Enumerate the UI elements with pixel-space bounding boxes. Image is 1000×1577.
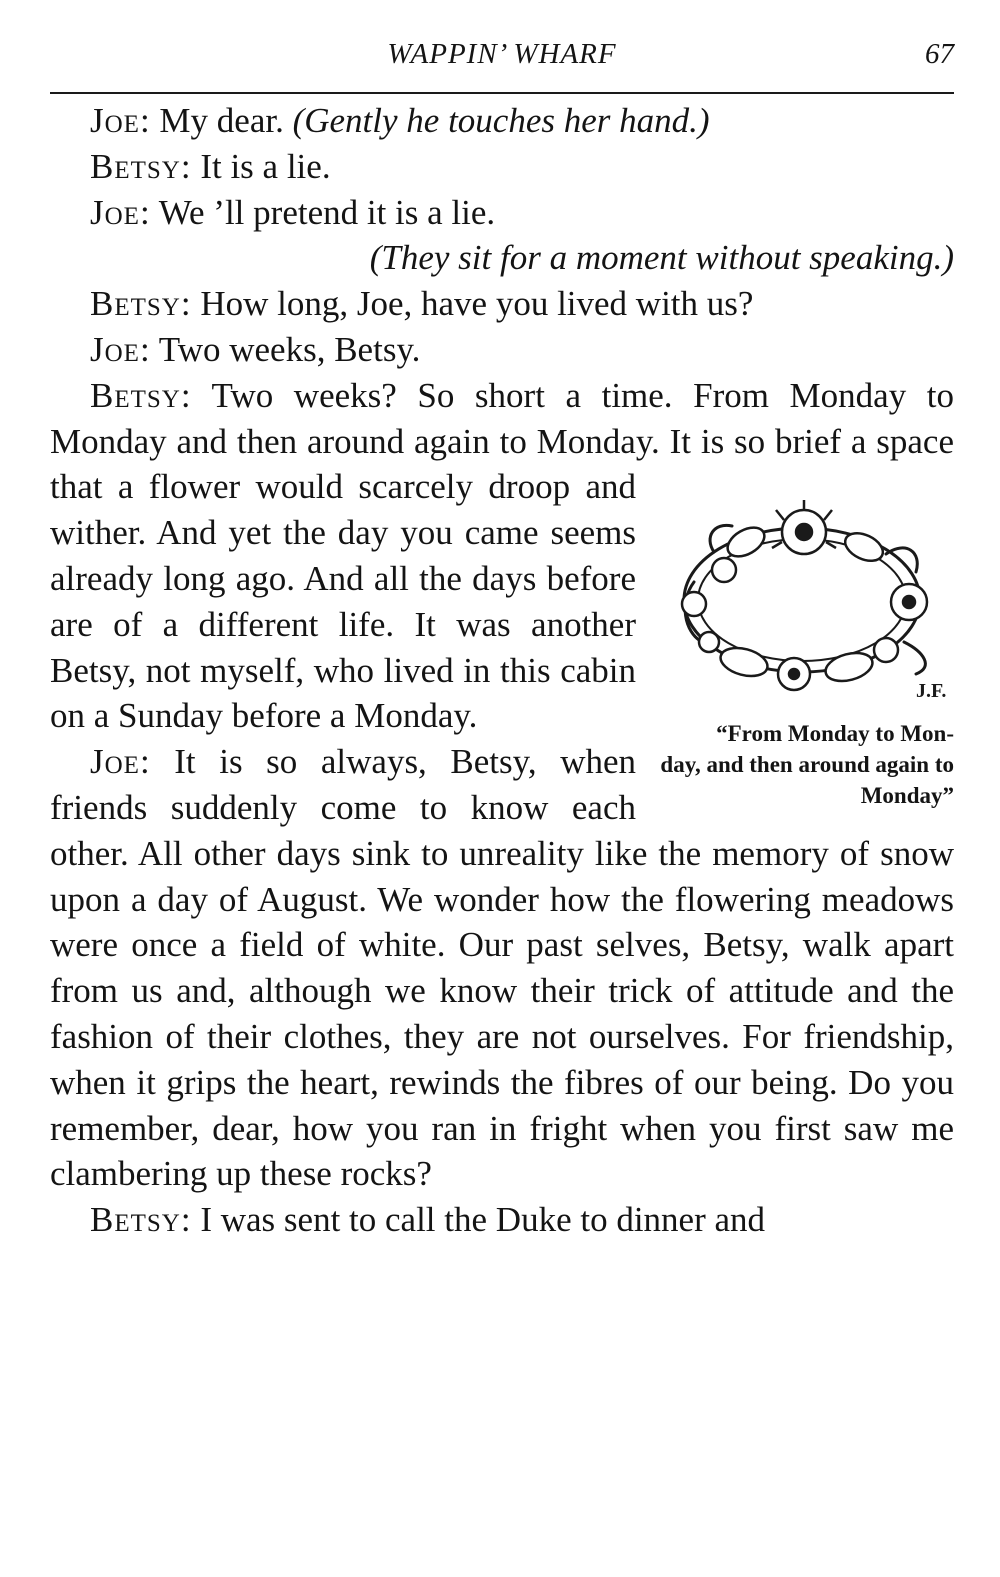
dialogue-paragraph [50,190,954,236]
body-text [50,98,954,1243]
dialogue-text: Two weeks, Betsy. [150,329,421,369]
speaker-name: Betsy: [90,1200,192,1240]
dialogue-paragraph [50,281,954,327]
speaker-name: Betsy: [90,146,192,186]
dialogue-text: It is so always, Betsy, when friends suddenly come to know each other. All other days sink to unreality like the memory of snow upon a day of August. We wonder how the flowering meadows were once a field of white. Our past selves, Betsy, walk apart from us and, although we know their trick of attitude and the fashion of their clothes, they are not ourselves. For friendship, when it grips the heart, rewinds the fibres of our being. Do you remember, dear, how you ran in fright when you first saw me clambering up these rocks? [50,742,954,1194]
illustrator-signature: J.F. [916,680,947,703]
dialogue-text: It is a lie. [191,146,331,186]
dialogue-text: Two weeks? So short a time. From Monday to Monday and then around again to Monday. [50,375,954,461]
dialogue-paragraph [50,327,954,373]
dialogue-text: How long, Joe, have you lived with us? [191,284,754,324]
dialogue-text: My dear. [150,101,293,140]
book-page [50,32,954,1562]
wreath-figure [654,464,954,812]
dialogue-text: We ’ll pretend it is a lie. [150,192,496,232]
dialogue-paragraph [50,98,954,144]
flower-wreath-illustration [654,492,954,712]
page-header [50,32,954,94]
speaker-name: Joe: [90,329,151,369]
dialogue-paragraph [50,144,954,190]
speaker-name: Joe: [90,742,151,782]
running-title: WAPPIN’ WHARF [387,38,617,70]
speaker-name: Joe: [90,192,151,232]
stage-direction: (They sit for a moment without speaking.) [369,238,954,278]
speaker-name: Joe: [90,101,151,140]
speaker-name: Betsy: [90,284,192,324]
stage-direction: (Gently he touches her hand.) [292,101,710,140]
dialogue-paragraph [50,1197,954,1243]
dialogue-text: I was sent to call the Duke to dinner and [191,1200,766,1240]
speaker-name: Betsy: [90,375,192,415]
figure-caption: “From Monday to Monday, and then around again to Monday” [660,721,954,809]
dialogue-text: It is so brief a space that a flower would scarcely droop and wither. And yet the day you came seems already long ago. And all the days before are of a different life. It was another Betsy, not myself, who lived in this cabin on a Sunday before a Monday. [50,421,954,736]
page-number: 67 [925,38,954,70]
